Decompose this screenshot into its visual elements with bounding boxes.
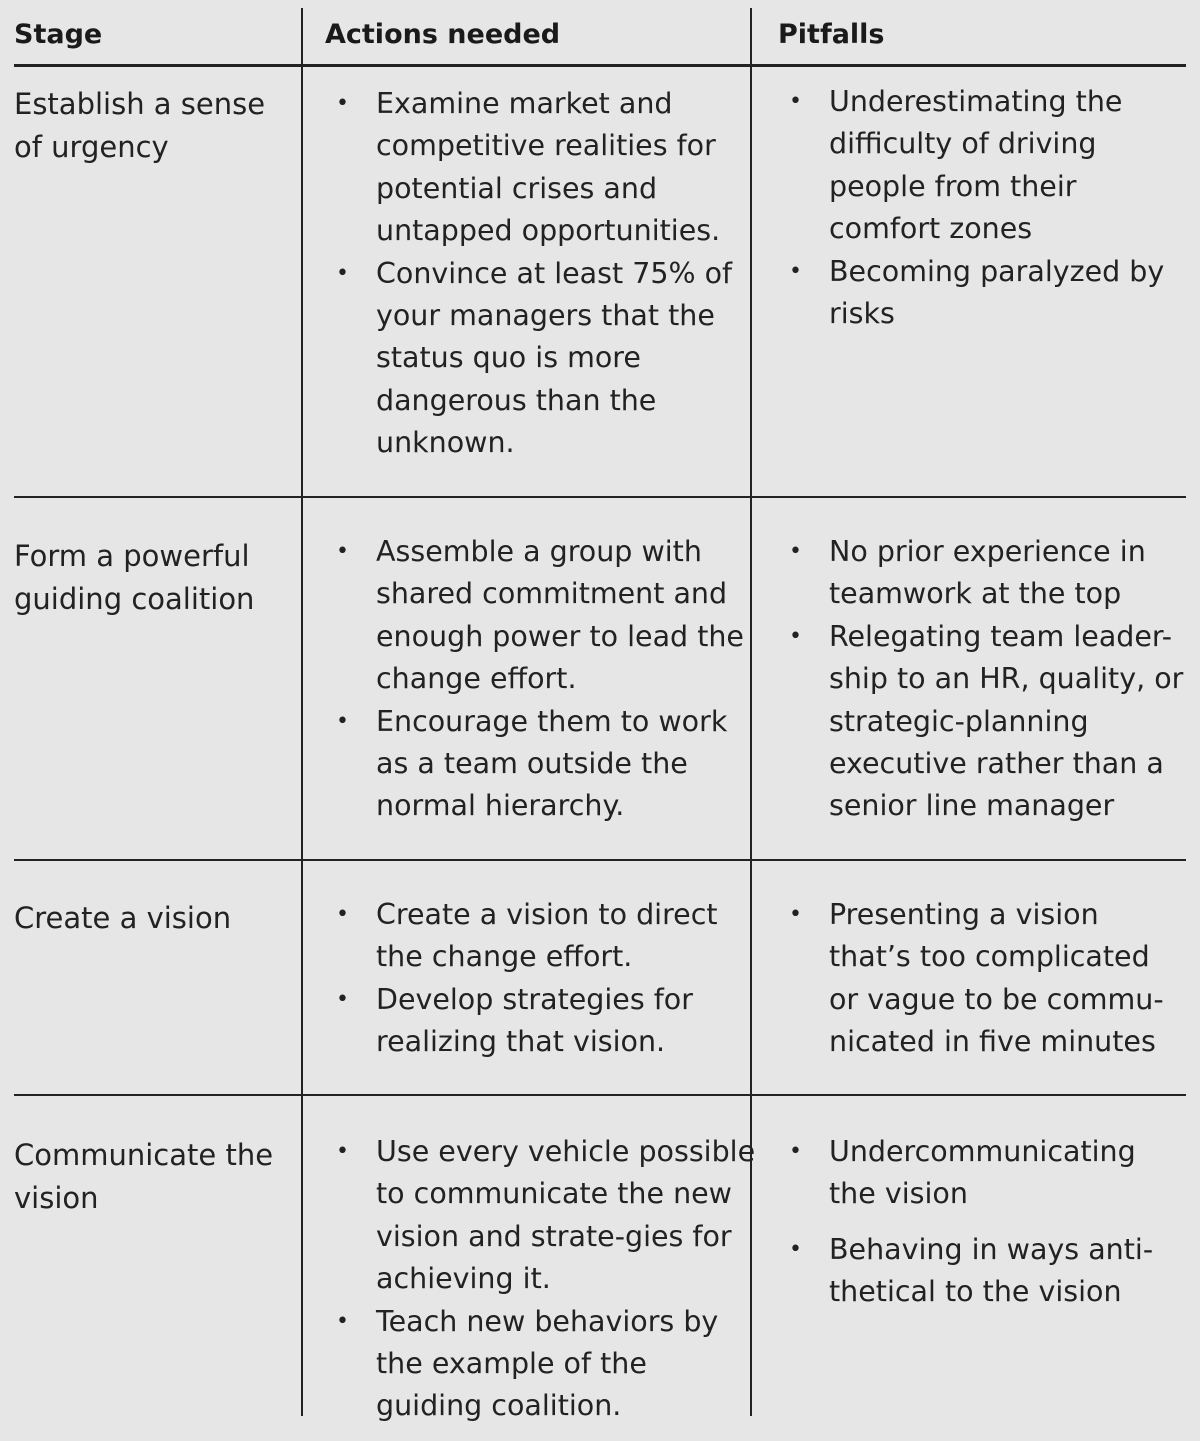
pitfall-item: • Becoming paralyzed by risks — [785, 251, 1185, 336]
action-item: • Use every vehicle possible to communicate the new vision and strate-gies for achieving it. — [332, 1131, 757, 1301]
pitfall-item: • Behaving in ways anti-thetical to the vision — [785, 1229, 1185, 1314]
actions-list — [332, 894, 757, 1064]
header-stage: Stage — [14, 19, 103, 50]
action-item: • Convince at least 75% of your managers that the status quo is more dangerous than the unknown. — [332, 253, 757, 465]
pitfalls-list — [785, 81, 1185, 335]
stage-cell: Communicate the vision — [14, 1138, 274, 1215]
stage-cell: Establish a sense of urgency — [14, 87, 266, 164]
pitfall-item: • Undercommunicating the vision — [785, 1131, 1185, 1216]
header-divider — [14, 64, 1186, 67]
action-item: • Develop strategies for realizing that vision. — [332, 979, 757, 1064]
action-item: • Examine market and competitive realities for potential crises and untapped opportunities. — [332, 83, 757, 253]
header-pitfalls: Pitfalls — [778, 19, 885, 50]
actions-list — [332, 1131, 757, 1428]
row-divider — [14, 1094, 1186, 1096]
action-item: • Teach new behaviors by the example of the guiding coalition. — [332, 1301, 757, 1428]
action-item: • Assemble a group with shared commitment and enough power to lead the change effort. — [332, 531, 757, 701]
stage-cell: Form a powerful guiding coalition — [14, 539, 255, 616]
row-divider — [14, 859, 1186, 861]
pitfall-item: • Presenting a vision that’s too complicated or vague to be commu-nicated in five minutes — [785, 894, 1185, 1064]
pitfalls-list — [785, 1131, 1185, 1314]
action-item: • Encourage them to work as a team outside the normal hierarchy. — [332, 701, 757, 828]
pitfall-item: • Underestimating the difficulty of driving people from their comfort zones — [785, 81, 1185, 251]
pitfalls-list — [785, 531, 1185, 828]
pitfall-item: • Relegating team leader-ship to an HR, quality, or strategic-planning executive rather than a senior line manager — [785, 616, 1185, 828]
actions-list — [332, 531, 757, 828]
pitfall-item: • No prior experience in teamwork at the top — [785, 531, 1185, 616]
header-actions-needed: Actions needed — [325, 19, 561, 50]
row-divider — [14, 496, 1186, 498]
stage-cell: Create a vision — [14, 901, 232, 935]
pitfalls-list — [785, 894, 1185, 1064]
action-item: • Create a vision to direct the change effort. — [332, 894, 757, 979]
actions-list — [332, 83, 757, 465]
column-divider — [301, 8, 303, 1416]
